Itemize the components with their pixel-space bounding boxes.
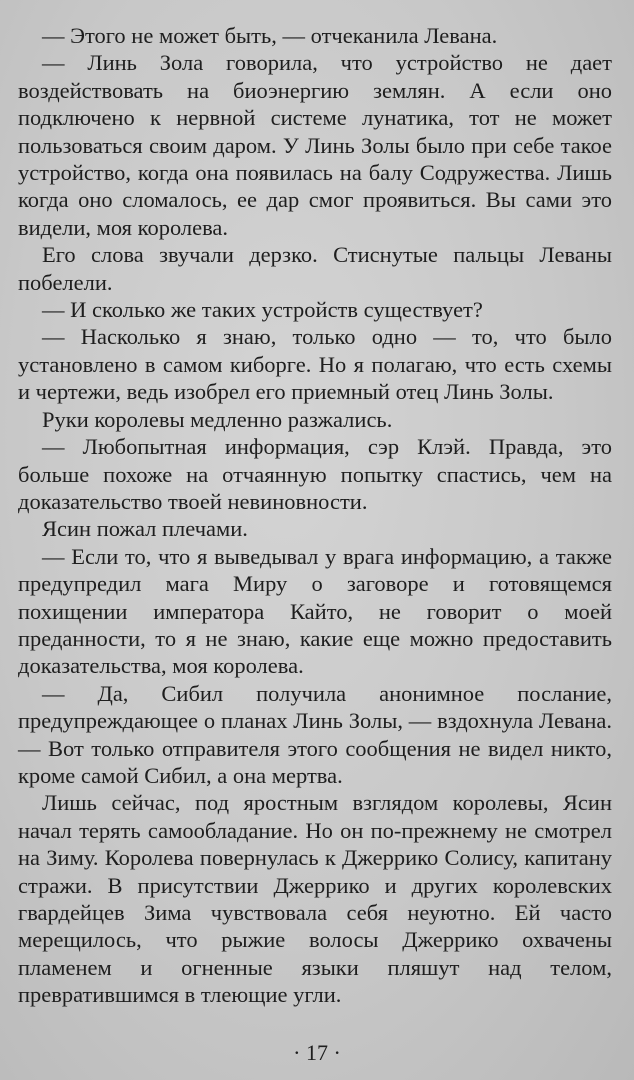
paragraph: — И сколько же таких устройств существует? bbox=[42, 297, 483, 323]
paragraph: — Линь Зола говорила, что устройство не дает воздействовать на биоэнергию землян. А если оно подключено к нервной системе лунатика, тот не может пользоваться своим даром. У Линь Золы было при себе такое устройство, когда она появилась на балу Содружества. Лишь когда оно сломалось, ее дар смог проявиться. Вы сами это видели, моя королева. bbox=[18, 50, 612, 240]
paragraph: Лишь сейчас, под яростным взглядом королевы, Ясин начал терять самообладание. Но он по-прежнему не смотрел на Зиму. Королева повернулась к Джеррико Солису, капитану стражи. В присутствии Джеррико и других королевских гвардейцев Зима чувствовала себя неуютно. Ей часто мерещилось, что рыжие волосы Джеррико охвачены пламенем и огненные языки пляшут над телом, превратившимся в тлеющие угли. bbox=[18, 790, 612, 1008]
paragraph: — Да, Сибил получила анонимное послание, предупреждающее о планах Линь Золы, — вздохнула Левана. — Вот только отправителя этого сообщения не видел никто, кроме самой Сибил, а она мертва. bbox=[18, 680, 612, 788]
paragraph: — Насколько я знаю, только одно — то, что было установлено в самом киборге. Но я полагаю, что есть схемы и чертежи, ведь изобрел его приемный отец Линь Золы. bbox=[18, 324, 612, 405]
paragraph: — Любопытная информация, сэр Клэй. Правда, это больше похоже на отчаянную попытку спастись, чем на доказательство твоей невиновности. bbox=[18, 434, 612, 514]
paragraph: — Этого не может быть, — отчеканила Левана. bbox=[42, 23, 498, 48]
page-body-text bbox=[18, 22, 612, 1009]
paragraph: Его слова звучали дерзко. Стиснутые пальцы Леваны побелели. bbox=[18, 242, 612, 295]
paragraph: Руки королевы медленно разжались. bbox=[42, 406, 393, 432]
page-number: · 17 · bbox=[293, 1040, 341, 1065]
paragraph: — Если то, что я выведывал у врага информацию, а также предупредил мага Миру о заговоре и готовящемся похищении императора Кайто, не говорит о моей преданности, то я не знаю, какие еще можно предоставить доказательства, моя королева. bbox=[18, 543, 612, 679]
paragraph: Ясин пожал плечами. bbox=[42, 516, 248, 542]
